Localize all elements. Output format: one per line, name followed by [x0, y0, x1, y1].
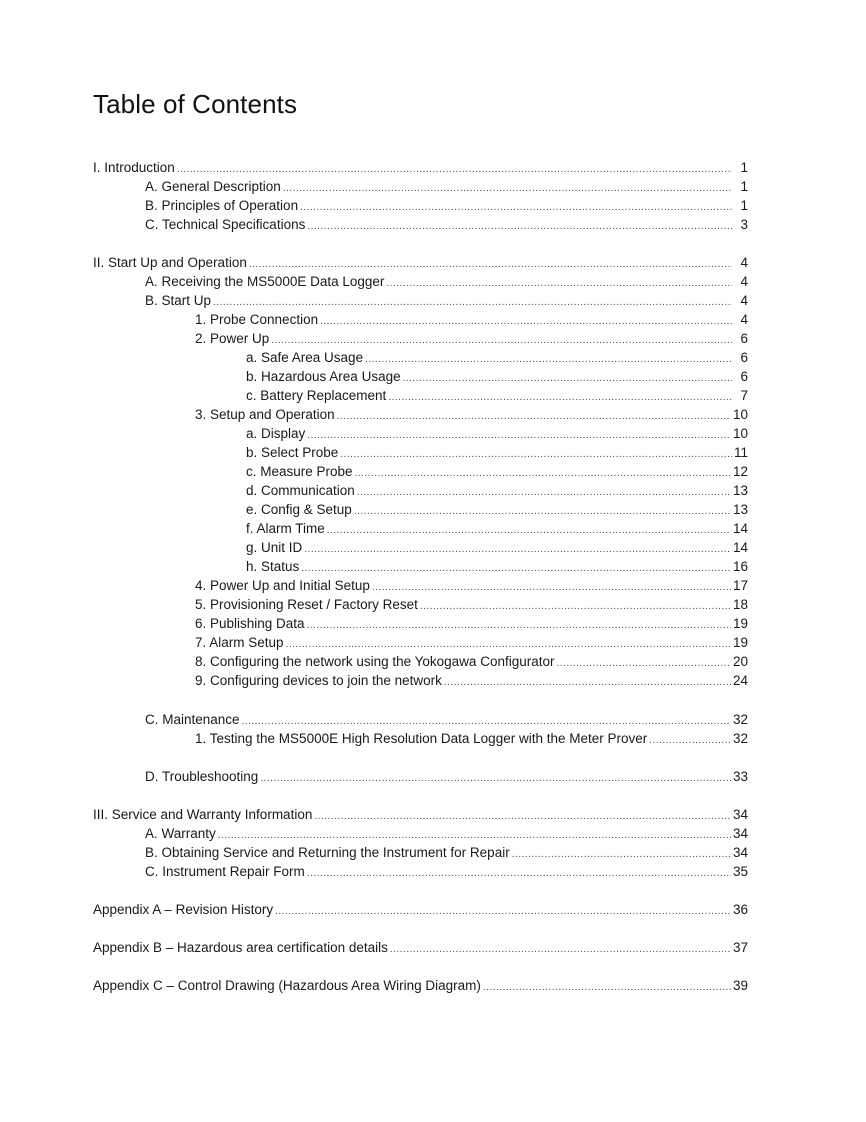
- toc-entry-page: 4: [740, 255, 748, 270]
- dot-leader: [275, 902, 731, 921]
- toc-entry-label: c. Battery Replacement: [246, 388, 387, 403]
- toc-entry-page: 6: [740, 331, 748, 346]
- toc-entry-label: C. Instrument Repair Form: [145, 864, 305, 879]
- toc-entry-label: Appendix A – Revision History: [93, 902, 274, 917]
- toc-entry-label: A. General Description: [145, 179, 281, 194]
- toc-entry[interactable]: [195, 310, 748, 329]
- page-title: Table of Contents: [93, 89, 298, 119]
- toc-entry[interactable]: [93, 900, 748, 919]
- toc-entry-label: A. Warranty: [145, 826, 216, 841]
- toc-entry[interactable]: [195, 729, 748, 748]
- toc-entry[interactable]: [246, 500, 748, 519]
- toc-entry-label: b. Select Probe: [246, 445, 339, 460]
- toc-entry[interactable]: [195, 405, 748, 424]
- toc-entry-page: 4: [740, 293, 748, 308]
- dot-leader: [260, 769, 731, 788]
- toc-entry-page: 1: [740, 179, 748, 194]
- toc-entry[interactable]: [145, 196, 748, 215]
- toc-entry-page: 14: [732, 521, 748, 536]
- toc-entry[interactable]: [195, 595, 748, 614]
- toc-entry-page: 1: [740, 160, 748, 175]
- toc-entry-page: 37: [732, 940, 748, 955]
- toc-entry-page: 4: [740, 274, 748, 289]
- toc-entry-label: Appendix C – Control Drawing (Hazardous Area Wiring Diagram): [93, 978, 481, 993]
- toc-entry[interactable]: [93, 976, 748, 995]
- toc-entry-page: 20: [732, 654, 748, 669]
- toc-entry-label: 8. Configuring the network using the Yokogawa Configurator: [195, 654, 555, 669]
- toc-entry[interactable]: [195, 671, 748, 690]
- toc-entry-page: 36: [732, 902, 748, 917]
- toc-entry-label: a. Safe Area Usage: [246, 350, 364, 365]
- toc-entry-label: C. Technical Specifications: [145, 217, 306, 232]
- toc-entry-label: e. Config & Setup: [246, 502, 352, 517]
- toc-entry[interactable]: [145, 862, 748, 881]
- toc-entry[interactable]: [246, 348, 748, 367]
- toc-entry[interactable]: [145, 824, 748, 843]
- toc-entry-page: 32: [732, 712, 748, 727]
- toc-entry-page: 17: [732, 578, 748, 593]
- toc-entry[interactable]: [145, 291, 748, 310]
- toc-entry-label: h. Status: [246, 559, 300, 574]
- toc-entry-label: 5. Provisioning Reset / Factory Reset: [195, 597, 418, 612]
- toc-entry-page: 13: [732, 483, 748, 498]
- toc-entry[interactable]: [195, 614, 748, 633]
- toc-entry-label: 7. Alarm Setup: [195, 635, 284, 650]
- toc-entry[interactable]: [195, 652, 748, 671]
- toc-entry-page: 32: [732, 731, 748, 746]
- toc-entry[interactable]: [195, 576, 748, 595]
- toc-entry[interactable]: [93, 253, 748, 272]
- toc-entry[interactable]: [246, 557, 748, 576]
- toc-entry[interactable]: [93, 805, 748, 824]
- toc-entry-label: 2. Power Up: [195, 331, 270, 346]
- toc-entry[interactable]: [195, 329, 748, 348]
- dot-leader: [444, 673, 731, 692]
- toc-entry[interactable]: [93, 938, 748, 957]
- toc-entry[interactable]: [145, 177, 748, 196]
- toc-entry-page: 16: [732, 559, 748, 574]
- dot-leader: [307, 217, 732, 236]
- toc-entry-label: B. Principles of Operation: [145, 198, 299, 213]
- toc-entry-page: 24: [732, 673, 748, 688]
- toc-entry-label: C. Maintenance: [145, 712, 240, 727]
- toc-entry-page: 33: [732, 769, 748, 784]
- toc-entry-label: a. Display: [246, 426, 306, 441]
- toc-entry[interactable]: [145, 767, 748, 786]
- toc-entry[interactable]: [145, 843, 748, 862]
- toc-entry[interactable]: [246, 424, 748, 443]
- toc-entry-label: 9. Configuring devices to join the network: [195, 673, 442, 688]
- toc-entry-page: 35: [732, 864, 748, 879]
- toc-entry[interactable]: [93, 158, 748, 177]
- toc-entry-page: 18: [732, 597, 748, 612]
- toc-entry-page: 19: [732, 616, 748, 631]
- toc-entry-page: 12: [732, 464, 748, 479]
- toc-entry-page: 34: [732, 845, 748, 860]
- toc-entry-label: 4. Power Up and Initial Setup: [195, 578, 370, 593]
- toc-entry[interactable]: [246, 519, 748, 538]
- toc-entry[interactable]: [145, 272, 748, 291]
- toc-entry-label: 6. Publishing Data: [195, 616, 305, 631]
- toc-entry-label: I. Introduction: [93, 160, 175, 175]
- dot-leader: [649, 731, 731, 750]
- toc-entry-page: 11: [733, 445, 748, 460]
- dot-leader: [307, 864, 731, 883]
- toc-entry-label: g. Unit ID: [246, 540, 303, 555]
- toc-entry[interactable]: [246, 367, 748, 386]
- toc-entry-label: 1. Testing the MS5000E High Resolution Data Logger with the Meter Prover: [195, 731, 648, 746]
- toc-entry-page: 39: [732, 978, 748, 993]
- toc-entry-label: A. Receiving the MS5000E Data Logger: [145, 274, 385, 289]
- toc-entry-label: f. Alarm Time: [246, 521, 325, 536]
- toc-entry-label: B. Obtaining Service and Returning the Instrument for Repair: [145, 845, 510, 860]
- toc-entry[interactable]: [246, 462, 748, 481]
- toc-entry-label: c. Measure Probe: [246, 464, 353, 479]
- toc-entry-label: III. Service and Warranty Information: [93, 807, 313, 822]
- dot-leader: [390, 940, 731, 959]
- toc-entry[interactable]: [195, 633, 748, 652]
- toc-entry[interactable]: [246, 386, 748, 405]
- toc-entry-page: 13: [732, 502, 748, 517]
- toc-entry-label: 1. Probe Connection: [195, 312, 319, 327]
- toc-entry-label: B. Start Up: [145, 293, 212, 308]
- toc-entry-label: D. Troubleshooting: [145, 769, 259, 784]
- toc-entry-label: d. Communication: [246, 483, 355, 498]
- toc-entry-label: Appendix B – Hazardous area certification details: [93, 940, 388, 955]
- toc-entry-page: 10: [732, 426, 748, 441]
- toc-entry[interactable]: [246, 538, 748, 557]
- toc-entry-page: 4: [740, 312, 748, 327]
- toc-entry-page: 10: [732, 407, 748, 422]
- toc-entry[interactable]: [145, 215, 748, 234]
- toc-entry[interactable]: [145, 710, 748, 729]
- toc-entry-page: 6: [740, 350, 748, 365]
- toc-entry[interactable]: [246, 443, 748, 462]
- toc-entry-page: 19: [732, 635, 748, 650]
- toc-entry-label: II. Start Up and Operation: [93, 255, 247, 270]
- toc-entry-page: 7: [740, 388, 748, 403]
- toc-entry-page: 14: [732, 540, 748, 555]
- toc-entry-page: 6: [740, 369, 748, 384]
- toc-entry-label: 3. Setup and Operation: [195, 407, 335, 422]
- toc-entry-page: 3: [740, 217, 748, 232]
- toc-entry-page: 1: [740, 198, 748, 213]
- dot-leader: [483, 978, 731, 997]
- toc-entry-page: 34: [732, 807, 748, 822]
- toc-entry-label: b. Hazardous Area Usage: [246, 369, 401, 384]
- toc-entry[interactable]: [246, 481, 748, 500]
- toc-entry-page: 34: [732, 826, 748, 841]
